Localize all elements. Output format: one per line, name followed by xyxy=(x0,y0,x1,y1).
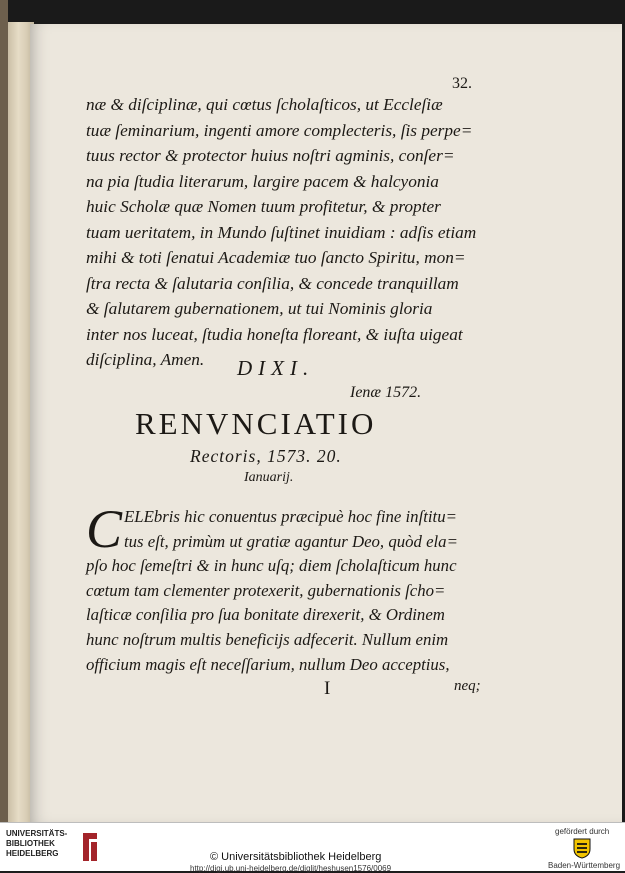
text-line: & ſalutarem gubernationem, ut tui Nominis gloria xyxy=(86,299,433,318)
text-line: huic Scholæ quæ Nomen tuum profitetur, & propter xyxy=(86,197,441,216)
sponsor-label: gefördert durch xyxy=(555,827,610,836)
text-line: næ & diſciplinæ, qui cœtus ſcholaſticos, ut Eccleſiæ xyxy=(86,95,443,114)
drop-initial: C xyxy=(86,499,123,559)
text-line: tus eſt, primùm ut gratiæ agantur Deo, quòd ela= xyxy=(124,531,458,551)
text-line: tuus rector & protector huius noſtri agminis, conſer= xyxy=(86,146,455,165)
page-number: 32. xyxy=(452,75,472,92)
text-line: officium magis eſt neceſſarium, nullum Deo acceptius, xyxy=(86,654,450,674)
institution-line: UNIVERSITÄTS- xyxy=(6,829,68,838)
institution-line: HEIDELBERG xyxy=(6,849,59,858)
permalink[interactable]: http://digi.ub.uni-heidelberg.de/diglit/heshusen1576/0069 xyxy=(190,864,392,873)
section-title: RENVNCIATIO xyxy=(135,406,377,441)
text-line: inter nos luceat, ſtudia honeſta floreant, & iuſta uigeat xyxy=(86,324,463,344)
signature-mark: I xyxy=(324,678,331,699)
copyright-text: © Universitätsbibliothek Heidelberg xyxy=(210,851,382,863)
text-line: hunc noſtrum multis beneficijs adfecerit. Nullum enim xyxy=(86,629,449,649)
text-line: pſo hoc ſemeſtri & in hunc uſq; diem ſcholaſticum hunc xyxy=(86,556,457,576)
text-line: tuam ueritatem, in Mundo ſuſtinet inuidiam : adſis etiam xyxy=(86,222,477,242)
text-line: na pia ſtudia literarum, largire pacem & halcyonia xyxy=(86,171,439,191)
place-date: Ienæ 1572. xyxy=(350,384,422,401)
sponsor-name: Baden-Württemberg xyxy=(548,861,621,870)
renunciation-text-block xyxy=(86,505,496,677)
institution-line: BIBLIOTHEK xyxy=(6,839,55,848)
dixi-heading: DIXI. xyxy=(237,356,315,380)
catchword: neq; xyxy=(454,678,481,694)
footer-bar xyxy=(0,822,625,871)
section-subtitle: Rectoris, 1573. 20. xyxy=(190,446,342,466)
prayer-text-block xyxy=(86,92,491,373)
institution-name xyxy=(6,829,78,859)
text-line: ELEbris hic conuentus præcipuè hoc fine inſtitu= xyxy=(124,507,457,526)
text-line: cœtum tam clementer protexerit, gubernationis ſcho= xyxy=(86,580,446,600)
text-line: diſciplina, Amen. xyxy=(86,350,205,369)
text-line: mihi & toti ſenatui Academiæ tuo ſancto Spiritu, mon= xyxy=(86,248,466,267)
text-line: ſtra recta & ſalutaria conſilia, & concede tranquillam xyxy=(86,273,459,293)
section-month: Ianuarij. xyxy=(244,470,294,485)
text-line: laſticæ conſilia pro ſua bonitate direxerit, & Ordinem xyxy=(86,605,445,625)
ub-heidelberg-logo-icon[interactable] xyxy=(80,831,100,863)
text-line: tuæ ſeminarium, ingenti amore complecteris, ſis perpe= xyxy=(86,120,473,140)
baden-wuerttemberg-crest-icon xyxy=(571,837,593,859)
book-binding-edge xyxy=(0,0,8,822)
